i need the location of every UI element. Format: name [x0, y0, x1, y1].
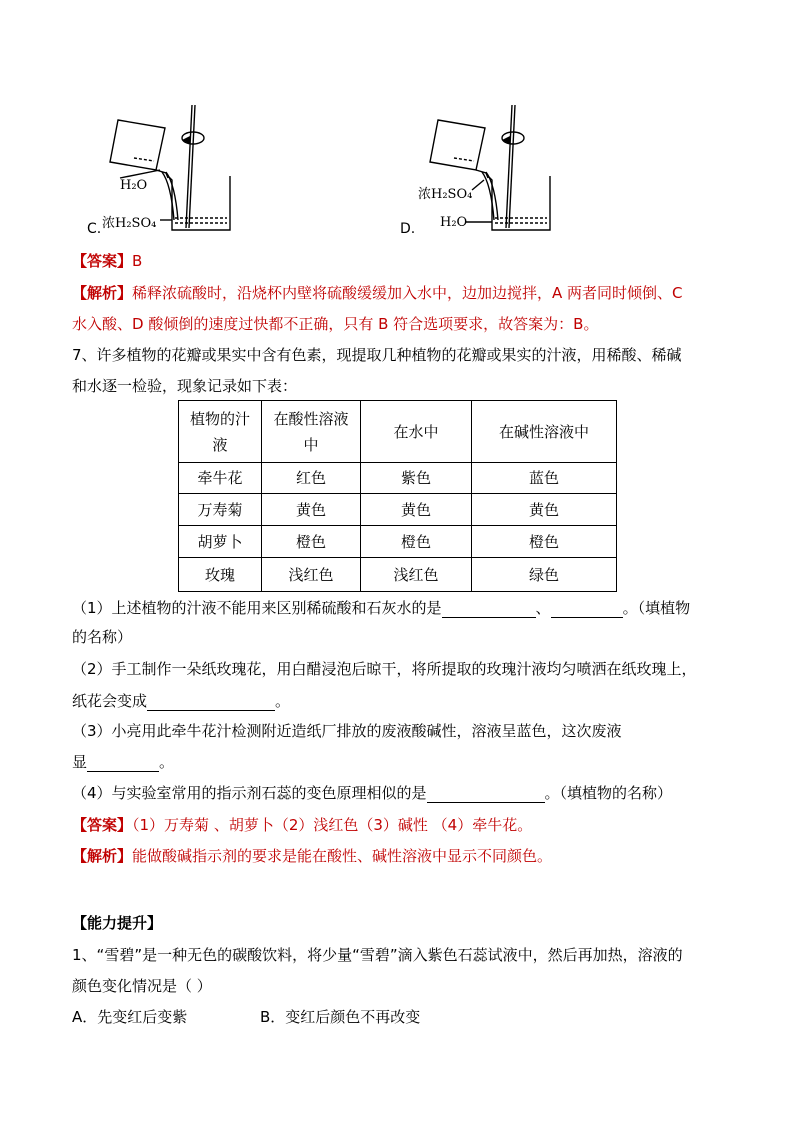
q7-sub1-tail: 。（填植物	[622, 599, 691, 617]
figure-d-option-label: D.	[400, 221, 416, 237]
table-row	[179, 526, 617, 558]
table-cell: 黄色	[472, 494, 617, 526]
table-cell: 橙色	[262, 526, 361, 558]
q7-sub2-text: 纸花会变成	[72, 692, 148, 710]
q7-sub3-tail: 。	[159, 753, 175, 771]
figure-c-bottom-label: 浓H₂SO₄	[102, 216, 157, 231]
q7-stem-line1: 7、许多植物的花瓣或果实中含有色素，现提取几种植物的花瓣或果实的汁液，用稀酸、稀碱	[72, 346, 682, 364]
answer-value: B	[132, 252, 143, 270]
table-cell: 蓝色	[472, 463, 617, 494]
table-cell: 绿色	[472, 558, 617, 592]
q7-sub4	[72, 783, 672, 803]
table-cell: 胡萝卜	[179, 526, 262, 558]
table-row	[179, 494, 617, 526]
table-row	[179, 558, 617, 592]
table-header-cell: 在水中	[361, 401, 472, 463]
table-header-cell: 在酸性溶液 中	[262, 401, 361, 463]
indicator-table	[178, 400, 617, 592]
answer-blank[interactable]	[442, 601, 536, 618]
section-title: 【能力提升】	[72, 914, 163, 932]
q7-sub2-line2	[72, 691, 290, 711]
answer-blank[interactable]	[551, 601, 623, 618]
p1-stem-line2: 颜色变化情况是（ ）	[72, 977, 212, 995]
figure-c-top-label: H₂O	[120, 178, 148, 193]
p1-option-b: B．变红后颜色不再改变	[260, 1008, 421, 1026]
q7-sub2-line1: （2）手工制作一朵纸玫瑰花，用白醋浸泡后晾干，将所提取的玫瑰汁液均匀喷洒在纸玫瑰上，	[72, 660, 697, 678]
table-header-cell: 植物的汁 液	[179, 401, 262, 463]
answer-blank[interactable]	[427, 786, 545, 803]
table-cell: 牵牛花	[179, 463, 262, 494]
answer-blank[interactable]	[147, 694, 275, 711]
q7-sub2-tail: 。	[275, 692, 291, 710]
figure-d	[400, 100, 580, 240]
q7-sub3-text: 显	[72, 753, 88, 771]
q7-sub3-line1: （3）小亮用此牵牛花汁检测附近造纸厂排放的废液酸碱性，溶液呈蓝色，这次废液	[72, 722, 622, 740]
q6-answer	[72, 251, 142, 271]
table-cell: 浅红色	[361, 558, 472, 592]
analysis-tag: 【解析】	[72, 284, 133, 302]
q7-sub1-cont: 的名称）	[72, 628, 133, 646]
q7-sub4-text: （4）与实验室常用的指示剂石蕊的变色原理相似的是	[72, 784, 427, 802]
table-cell: 玫瑰	[179, 558, 262, 592]
table-cell: 万寿菊	[179, 494, 262, 526]
q7-sub1	[72, 598, 690, 618]
q7-sub3-line2	[72, 752, 174, 772]
table-row	[179, 463, 617, 494]
p1-stem-line1: 1、“雪碧”是一种无色的碳酸饮料，将少量“雪碧”滴入紫色石蕊试液中，然后再加热，溶液的	[72, 946, 683, 964]
table-cell: 橙色	[361, 526, 472, 558]
analysis-tag: 【解析】	[72, 847, 133, 865]
q7-analysis	[72, 846, 552, 866]
figure-d-bottom-label: H₂O	[440, 215, 468, 230]
answer-tag: 【答案】	[72, 252, 133, 270]
analysis-text: 能做酸碱指示剂的要求是能在酸性、碱性溶液中显示不同颜色。	[132, 847, 553, 865]
table-cell: 紫色	[361, 463, 472, 494]
answer-blank[interactable]	[87, 755, 159, 772]
analysis-text: 稀释浓硫酸时，沿烧杯内壁将硫酸缓缓加入水中，边加边搅拌，A 两者同时倾倒、C	[132, 284, 683, 302]
figure-d-top-label: 浓H₂SO₄	[418, 187, 473, 202]
table-header-row	[179, 401, 617, 463]
table-cell: 橙色	[472, 526, 617, 558]
q7-stem-line2: 和水逐一检验，现象记录如下表：	[72, 377, 298, 395]
q7-sub4-tail: 。（填植物的名称）	[544, 784, 673, 802]
separator: 、	[535, 599, 551, 617]
q6-analysis-line1	[72, 283, 683, 303]
figure-c-option-label: C.	[87, 221, 102, 237]
table-cell: 黄色	[262, 494, 361, 526]
table-cell: 浅红色	[262, 558, 361, 592]
answer-tag: 【答案】	[72, 816, 133, 834]
table-cell: 红色	[262, 463, 361, 494]
q6-analysis-line2: 水入酸、D 酸倾倒的速度过快都不正确，只有 B 符合选项要求，故答案为：B。	[72, 315, 599, 333]
p1-option-a: A．先变红后变紫	[72, 1008, 188, 1026]
q7-answer	[72, 815, 532, 835]
table-header-cell: 在碱性溶液中	[472, 401, 617, 463]
table-cell: 黄色	[361, 494, 472, 526]
answer-value: （1）万寿菊 、胡萝卜（2）浅红色（3）碱性 （4）牵牛花。	[132, 816, 533, 834]
q7-sub1-text: （1）上述植物的汁液不能用来区别稀硫酸和石灰水的是	[72, 599, 442, 617]
